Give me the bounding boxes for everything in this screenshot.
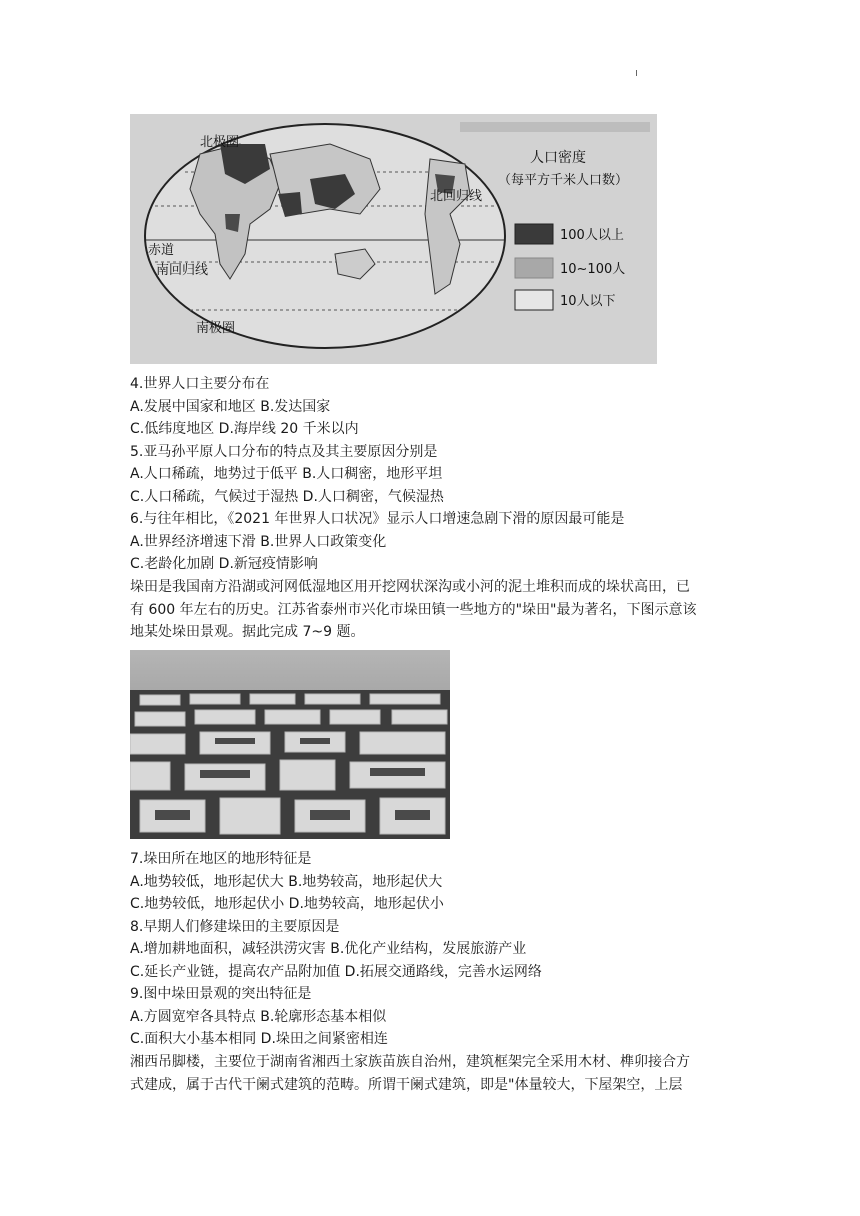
passage-line: 湘西吊脚楼，主要位于湖南省湘西土家族苗族自治州，建筑框架完全采用木材、榫卯接合方 — [130, 1054, 690, 1070]
legend-swatch-mid — [515, 258, 553, 278]
question-stem: 7.垛田所在地区的地形特征是 — [130, 851, 312, 867]
passage-line: 地某处垛田景观。据此完成 7~9 题。 — [130, 624, 365, 640]
population-density-map — [130, 114, 657, 364]
question-options: C.低纬度地区 D.海岸线 20 千米以内 — [130, 421, 359, 437]
question-options: C.面积大小基本相同 D.垛田之间紧密相连 — [130, 1031, 388, 1047]
question-options: A.世界经济增速下滑 B.世界人口政策变化 — [130, 533, 387, 550]
passage-line: 式建成，属于古代干阑式建筑的范畴。所谓干阑式建筑，即是"体量较大，下屋架空，上层 — [130, 1076, 683, 1093]
questions-4-6 — [130, 373, 740, 576]
question-options: A.发展中国家和地区 B.发达国家 — [130, 398, 331, 415]
question-stem: 4.世界人口主要分布在 — [130, 376, 270, 392]
equator-label: 赤道 — [148, 243, 175, 258]
legend-label-mid: 10~100人 — [560, 262, 626, 277]
legend-label-low: 10人以下 — [560, 294, 616, 309]
question-stem: 6.与往年相比，《2021 年世界人口状况》显示人口增速急剧下滑的原因最可能是 — [130, 511, 625, 527]
question-options: C.延长产业链，提高农产品附加值 D.拓展交通路线，完善水运网络 — [130, 963, 542, 980]
legend-swatch-low — [515, 290, 553, 310]
passage-diaojiaolou — [130, 1051, 740, 1096]
legend-swatch-high — [515, 224, 553, 244]
questions-7-9 — [130, 848, 740, 1051]
arctic-circle-label: 北极圈 — [200, 135, 240, 150]
tropic-of-cancer-label: 北回归线 — [430, 189, 483, 204]
passage-line: 垛田是我国南方沿湖或河网低湿地区用开挖网状深沟或小河的泥土堆积而成的垛状高田，已 — [130, 579, 690, 595]
question-options: C.人口稀疏，气候过于湿热 D.人口稠密，气候湿热 — [130, 488, 444, 505]
question-stem: 8.早期人们修建垛田的主要原因是 — [130, 918, 340, 935]
passage-duotian — [130, 576, 740, 644]
question-options: A.增加耕地面积，减轻洪涝灾害 B.优化产业结构，发展旅游产业 — [130, 941, 527, 957]
duotian-landscape-photo — [130, 650, 450, 839]
antarctic-circle-label: 南极圈 — [196, 321, 236, 336]
question-options: C.地势较低，地形起伏小 D.地势较高，地形起伏小 — [130, 896, 444, 912]
question-stem: 9.图中垛田景观的突出特征是 — [130, 986, 312, 1002]
question-options: A.方圆宽窄各具特点 B.轮廓形态基本相似 — [130, 1008, 387, 1025]
question-options: A.人口稀疏，地势过于低平 B.人口稠密，地形平坦 — [130, 466, 443, 482]
tropic-of-capricorn-label: 南回归线 — [156, 263, 209, 278]
legend-title: 人口密度 — [530, 150, 586, 166]
legend-label-high: 100人以上 — [560, 228, 624, 243]
passage-line: 有 600 年左右的历史。江苏省泰州市兴化市垛田镇一些地方的"垛田"最为著名，下图示意该 — [130, 601, 697, 618]
legend-subtitle: （每平方千米人口数） — [498, 173, 629, 188]
page-mark — [636, 70, 637, 76]
question-options: C.老龄化加剧 D.新冠疫情影响 — [130, 556, 318, 572]
question-stem: 5.亚马孙平原人口分布的特点及其主要原因分别是 — [130, 443, 438, 460]
world-map-drawing — [145, 124, 505, 348]
question-options: A.地势较低，地形起伏大 B.地势较高，地形起伏大 — [130, 873, 443, 890]
